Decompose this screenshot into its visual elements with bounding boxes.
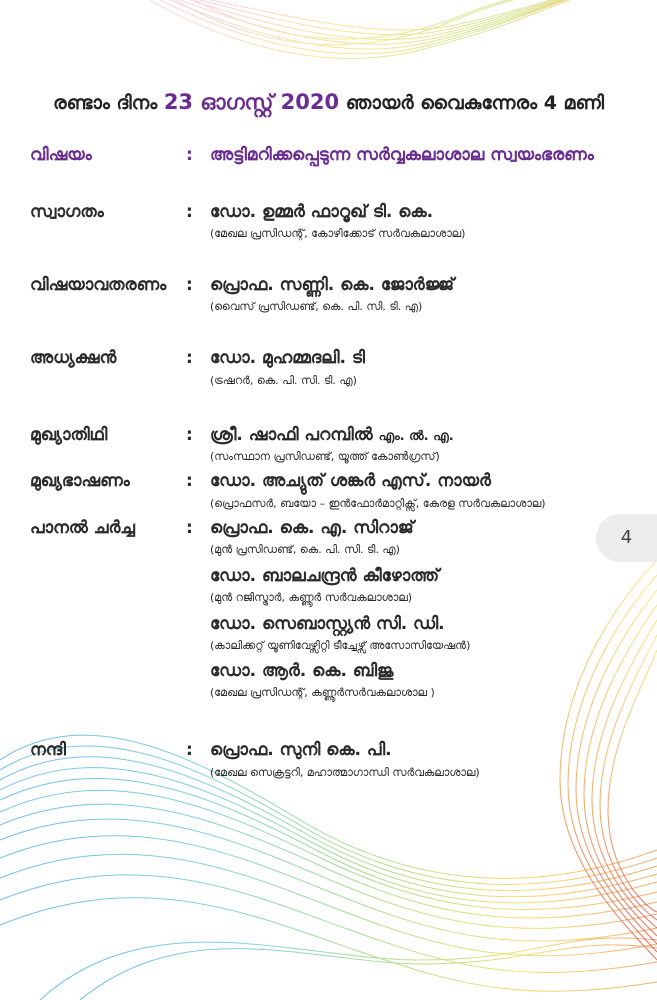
row-label: വിഷയാവതരണം xyxy=(30,275,167,295)
colon: : xyxy=(186,348,193,368)
row-label: മുഖ്യഭാഷണം xyxy=(30,471,130,491)
panelist-name: ഡോ. ബാലചന്ദ്രൻ കീഴോത്ത് xyxy=(210,566,440,586)
row-label: നന്ദി xyxy=(30,740,66,760)
schedule-row-presidency xyxy=(30,348,650,388)
heading-date: 23 ഓഗസ്റ്റ് 2020 xyxy=(163,90,340,114)
colon: : xyxy=(186,740,193,760)
colon: : xyxy=(186,202,193,222)
schedule-row-presentation xyxy=(30,275,650,315)
speaker-name: ഡോ. അച്യുത് ശങ്കർ എസ്. നായർ xyxy=(210,471,491,491)
panelist-role: (മുൻ റജിസ്ട്രാർ, കണ്ണൂർ സർവകലാശാല) xyxy=(210,591,413,604)
colon: : xyxy=(186,518,193,538)
speaker-name-text: ശ്രീ. ഷാഫി പറമ്പിൽ xyxy=(210,425,373,445)
row-label: സ്വാഗതം xyxy=(30,202,104,222)
row-label: പാനൽ ചർച്ച xyxy=(30,518,135,538)
speaker-role: (വൈസ് പ്രസിഡണ്ട്, കെ. പി. സി. ടി. എ) xyxy=(210,300,423,313)
speaker-name xyxy=(210,425,454,445)
top-wave xyxy=(150,0,645,58)
topic-row xyxy=(30,145,650,169)
topic-value: അട്ടിമറിക്കപ്പെടുന്ന സർവ്വകലാശാല സ്വയംഭരണം xyxy=(210,145,594,165)
colon: : xyxy=(186,275,193,295)
event-heading xyxy=(0,90,657,115)
colon: : xyxy=(186,471,193,491)
colon: : xyxy=(186,145,193,165)
speaker-name: ഡോ. മുഹമ്മദലി. ടി xyxy=(210,348,365,368)
speaker-role: (പ്രൊഫസർ, ബയോ – ഇൻഫോർമാറ്റിക്സ്, കേരള സർവകലാശാല) xyxy=(210,497,546,510)
speaker-name: പ്രൊഫ. സണ്ണി. കെ. ജോർജ്ജ് xyxy=(210,275,455,295)
speaker-role: (മേഖല പ്രസിഡന്റ്, കോഴിക്കോട് സർവകലാശാല) xyxy=(210,227,466,240)
speaker-role: (ട്രഷറർ, കെ. പി. സി. ടി. എ) xyxy=(210,374,357,387)
schedule-row-welcome xyxy=(30,202,650,242)
panelist-role: (മേഖല പ്രസിഡന്റ്, കണ്ണൂർസർവകലാശാല ) xyxy=(210,686,435,699)
panelist-name: ഡോ. സെബാസ്റ്റ്യൻ സി. ഡി. xyxy=(210,614,445,634)
schedule-row-keynote xyxy=(30,471,650,511)
colon: : xyxy=(186,425,193,445)
heading-day: രണ്ടാം ദിനം xyxy=(52,92,158,114)
speaker-name: ഡോ. ഉമ്മർ ഫാറൂഖ് ടി. കെ. xyxy=(210,202,434,222)
row-label: മുഖ്യാതിഥി xyxy=(30,425,108,445)
schedule-row-panel-discussion xyxy=(30,518,650,708)
speaker-title-suffix: എം. ൽ. എ. xyxy=(378,429,454,444)
row-label: അധ്യക്ഷൻ xyxy=(30,348,117,368)
speaker-name: പ്രൊഫ. സുനി കെ. പി. xyxy=(210,740,392,760)
schedule-row-chief-guest xyxy=(30,425,650,465)
panelist-name: ഡോ. ആർ. കെ. ബിജു xyxy=(210,661,394,681)
schedule-row-vote-of-thanks xyxy=(30,740,650,780)
panelist-role: (മുൻ പ്രസിഡണ്ട്, കെ. പി. സി. ടി. എ) xyxy=(210,543,400,556)
page-number-badge: 4 xyxy=(596,514,657,562)
topic-label: വിഷയം xyxy=(30,145,92,165)
panelist-name: പ്രൊഫ. കെ. എ. സിറാജ് xyxy=(210,518,414,538)
heading-time: ഞായർ വൈകുന്നേരം 4 മണി xyxy=(345,92,605,114)
panelist-role: (കാലിക്കറ്റ് യൂണിവേഴ്സിറ്റി ടീച്ചേഴ്സ് അസോസിയേഷൻ) xyxy=(210,639,471,652)
speaker-role: (മേഖല സെക്രട്ടറി, മഹാത്മാഗാന്ധി സർവകലാശാല) xyxy=(210,766,480,779)
speaker-role: (സംസ്ഥാന പ്രസിഡണ്ട്, യൂത്ത് കോൺഗ്രസ്) xyxy=(210,450,440,463)
